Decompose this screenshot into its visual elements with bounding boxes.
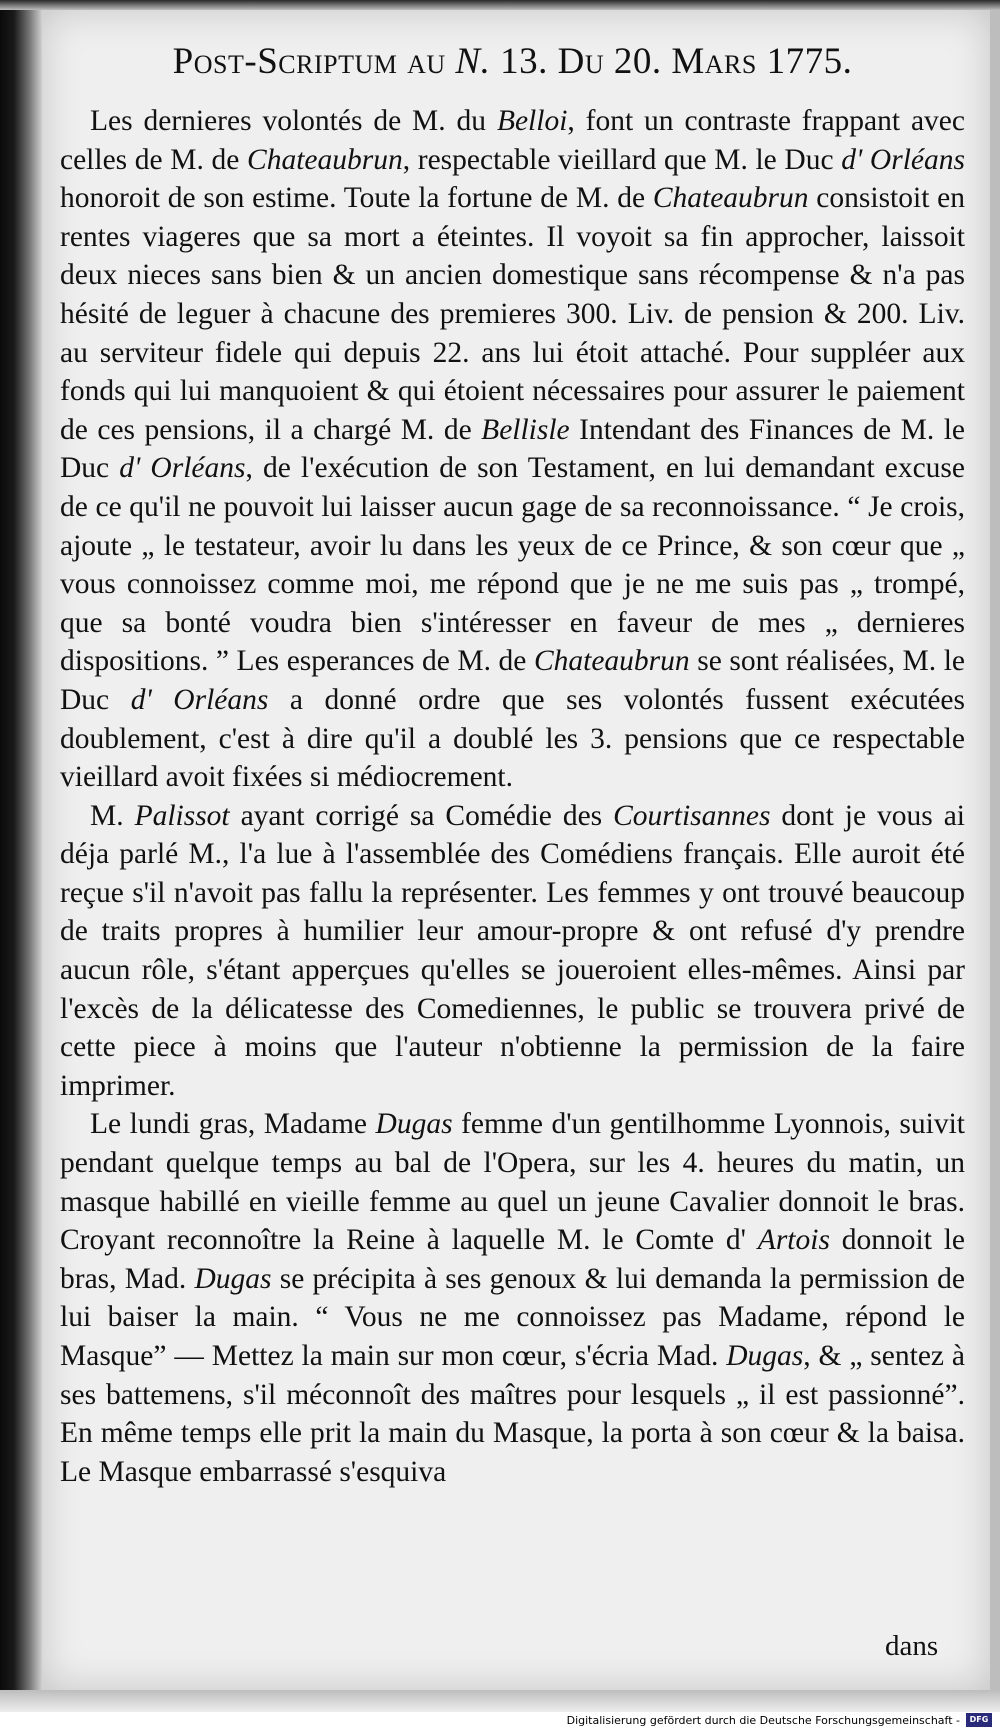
italic-name: Chateaubrun <box>247 143 403 176</box>
italic-name: Courtisannes <box>613 799 771 832</box>
italic-name: Chateaubrun <box>533 645 690 678</box>
page-title <box>60 40 965 84</box>
page-top-shadow <box>0 0 1000 10</box>
text-run: Le lundi gras, Madame <box>90 1108 376 1141</box>
italic-name: Dugas <box>194 1262 272 1295</box>
page-text <box>60 41 966 1491</box>
article-body <box>60 102 965 1491</box>
italic-name: d' Orléans <box>119 452 246 485</box>
text-run: Les dernieres volontés de M. du <box>90 105 497 137</box>
text-run: ayant corrigé sa Comédie des <box>229 799 614 832</box>
italic-name: d' Orléans <box>841 143 965 176</box>
title-prefix: Post-Scriptum au <box>172 41 456 82</box>
text-run: dont je vous ai déja parlé M., l'a lue à l'assemblée des Comédiens français. Elle auroit été reçue s'il n'avoit pas fallu la représenter. Les femmes y ont trouvé beaucoup de traits propres à humilier leur amour-propre & ont refusé d'y prendre aucun rôle, s'étant apperçues qu'elles se joueroient elles-mêmes. Ainsi par l'excès de la délicatesse des Comediennes, le public se trouvera privé de cette piece à moins que l'auteur n'obtienne la permission de la faire imprimer. <box>60 799 965 1102</box>
title-number-label: N. <box>455 41 491 82</box>
dfg-logo: DFG <box>966 1713 992 1727</box>
paragraph <box>60 797 965 1106</box>
italic-name: Artois <box>757 1224 830 1257</box>
italic-name: Dugas <box>726 1340 804 1372</box>
text-run: a donné ordre que ses volontés fussent exécutées doublement, c'est à dire qu'il a doublé les 3. pensions que ce respectable vieillard avoit fixées si médiocrement. <box>60 683 965 794</box>
text-run: , & „ sentez à ses battemens, s'il méconnoît des maîtres pour lesquels „ il est passionné”. En même temps elle prit la main du Masque, la porta à son cœur & la baisa. Le Masque embarrassé s'esquiva <box>60 1340 965 1488</box>
paragraph <box>60 1105 965 1491</box>
text-run: consistoit en rentes viageres que sa mort a éteintes. Il voyoit sa fin approcher, laissoit deux nieces sans bien & un ancien domestique sans récompense & n'a pas hésité de leguer à chacune des premieres 300. Liv. de pension & 200. Liv. au serviteur fidele qui depuis 22. ans lui étoit attaché. Pour suppléer aux fonds qui lui manquoient & qui étoient nécessaires pour assurer le paiement de ces pensions, il a chargé M. de <box>60 182 965 446</box>
italic-name: Palissot <box>134 799 230 832</box>
italic-name: Dugas <box>375 1108 453 1141</box>
title-date: 13. Du 20. Mars 1775. <box>490 41 853 82</box>
text-run: Intendant des Finances de M. le Duc <box>60 413 965 485</box>
italic-name: Belloi <box>496 105 568 137</box>
catchword: dans <box>885 1630 939 1662</box>
italic-name: Chateaubrun <box>652 182 809 215</box>
text-run: se sont réalisées, M. le Duc <box>60 645 965 716</box>
italic-name: Bellisle <box>481 413 570 446</box>
text-run: se précipita à ses genoux & lui demanda la permission de lui baiser la main. “ Vous ne me connoissez pas Madame, répond le Masque” — Mettez la main sur mon cœur, s'écria Mad. <box>60 1262 965 1372</box>
text-run: , de l'exécution de son Testament, en lui demandant excuse de ce qu'il ne pouvoit lui laisser aucun gage de sa reconnoissance. “ Je crois, ajoute „ le testateur, avoir lu dans les yeux de ce Prince, & son cœur que „ vous connoissez comme moi, me répond que je ne me suis pas „ trompé, que sa bonté voudra bien s'intéresser en faveur de mes „ dernieres dispositions. ” Les esperances de M. de <box>60 452 966 678</box>
text-run: donnoit le bras, Mad. <box>60 1224 966 1295</box>
text-run: , font un contraste frappant avec celles de M. de <box>60 105 965 176</box>
text-run: , respectable vieillard que M. le Duc <box>402 143 842 176</box>
text-run: femme d'un gentilhomme Lyonnois, suivit pendant quelque temps au bal de l'Opera, sur les 4. heures du matin, un masque habillé en vieille femme au quel un jeune Cavalier donnoit le bras. Croyant reconnoître la Reine à laquelle M. le Comte d' <box>60 1108 965 1257</box>
text-run: honoroit de son estime. Toute la fortune de M. de <box>60 182 653 215</box>
italic-name: d' Orléans <box>130 683 269 716</box>
paragraph <box>60 102 965 797</box>
text-run: M. <box>90 799 135 832</box>
digitization-credit: Digitalisierung gefördert durch die Deutsche Forschungsgemeinschaft - <box>566 1714 960 1727</box>
page-binding-shadow <box>0 0 42 1733</box>
